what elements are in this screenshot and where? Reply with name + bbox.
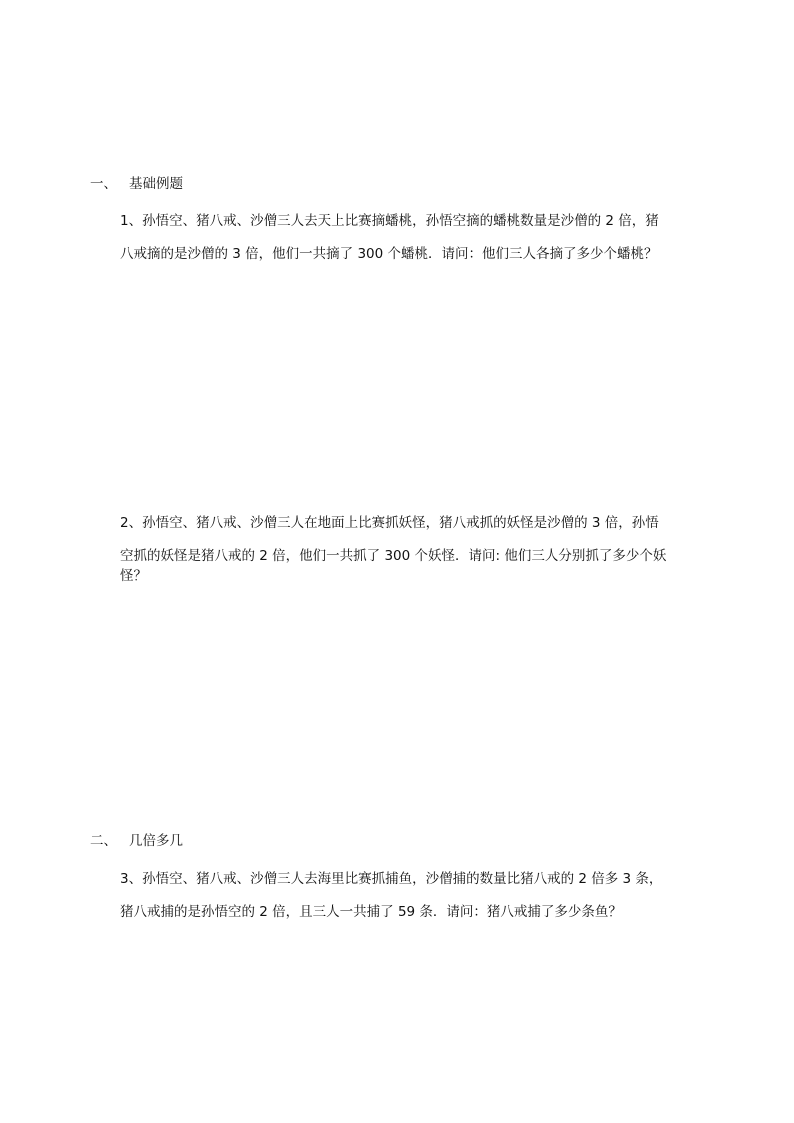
problem-3 [120,869,686,922]
section-heading-basic-examples [90,175,183,193]
section-number: 二、 [90,833,117,849]
problem-line: 3、孙悟空、猪八戒、沙僧三人去海里比赛抓捕鱼，沙僧捕的数量比猪八戒的 2 倍多 3 条， [120,871,663,887]
problem-1 [120,211,686,264]
problem-line: 八戒摘的是沙僧的 3 倍，他们一共摘了 300 个蟠桃．请问：他们三人各摘了多少个蟠桃？ [120,246,658,262]
section-title: 基础例题 [129,176,183,192]
problem-line: 怪？ [120,568,147,584]
problem-line: 2、孙悟空、猪八戒、沙僧三人在地面上比赛抓妖怪，猪八戒抓的妖怪是沙僧的 3 倍，孙悟 [120,515,659,531]
section-number: 一、 [90,176,117,192]
problem-line: 空抓的妖怪是猪八戒的 2 倍，他们一共抓了 300 个妖怪．请问: 他们三人分别抓了多少个妖 [120,548,667,564]
problem-2 [120,513,686,586]
section-title: 几倍多几 [129,833,183,849]
section-heading-multiples-plus [90,832,183,850]
problem-line: 猪八戒捕的是孙悟空的 2 倍，且三人一共捕了 59 条．请问：猪八戒捕了多少条鱼？ [120,904,622,920]
problem-line: 1、孙悟空、猪八戒、沙僧三人去天上比赛摘蟠桃，孙悟空摘的蟠桃数量是沙僧的 2 倍，猪 [120,213,659,229]
